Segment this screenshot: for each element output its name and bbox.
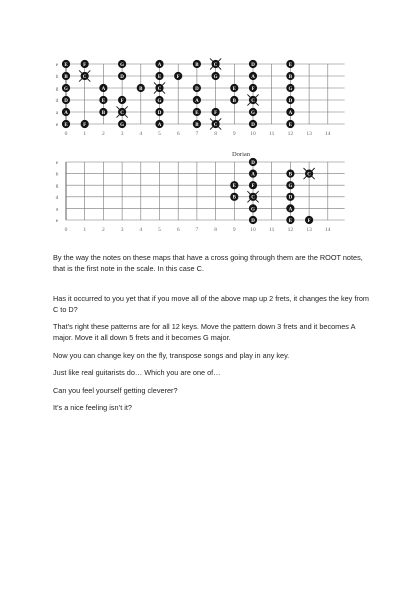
fret-number: 10 bbox=[250, 227, 256, 233]
note-marker bbox=[137, 84, 145, 92]
note-marker bbox=[62, 84, 70, 92]
fret-number: 1 bbox=[83, 131, 87, 137]
note-marker bbox=[249, 120, 257, 128]
note-label: B bbox=[232, 195, 236, 201]
note-marker bbox=[81, 120, 89, 128]
fret-number: 13 bbox=[306, 227, 312, 233]
root-note-marker bbox=[117, 106, 128, 117]
fret-number: 4 bbox=[139, 227, 143, 233]
note-marker bbox=[286, 60, 294, 68]
note-marker bbox=[193, 96, 201, 104]
note-marker bbox=[118, 120, 126, 128]
string-label: g bbox=[55, 183, 59, 190]
fret-number: 14 bbox=[325, 227, 331, 233]
note-label: A bbox=[288, 207, 293, 213]
note-label: E bbox=[64, 62, 68, 68]
fret-number: 8 bbox=[214, 227, 217, 233]
fret-number: 12 bbox=[287, 227, 294, 233]
note-marker bbox=[286, 84, 294, 92]
paragraph-all-keys: That’s right these patterns are for all 12 keys. Move the pattern down 3 frets and it becomes A major. Move it all down 5 frets and it becomes G major. bbox=[53, 322, 356, 342]
note-label: F bbox=[307, 218, 311, 224]
root-note-marker bbox=[210, 58, 221, 69]
fret-number: 9 bbox=[232, 131, 236, 137]
note-label: F bbox=[251, 86, 255, 92]
note-label: D bbox=[64, 98, 68, 104]
note-marker bbox=[155, 120, 163, 128]
note-label: A bbox=[157, 62, 162, 68]
note-marker bbox=[99, 108, 107, 116]
note-label: A bbox=[157, 122, 162, 128]
paragraph-cleverer: Can you feel yourself getting cleverer? bbox=[53, 385, 178, 395]
note-marker bbox=[62, 108, 70, 116]
note-label: F bbox=[120, 98, 124, 104]
note-label: E bbox=[101, 98, 106, 104]
note-marker bbox=[118, 60, 126, 68]
note-marker bbox=[230, 193, 238, 201]
note-marker bbox=[249, 158, 257, 166]
note-label: B bbox=[139, 86, 143, 92]
note-label: D bbox=[195, 86, 199, 92]
string-label: d bbox=[55, 194, 59, 201]
fret-number: 7 bbox=[195, 227, 199, 233]
note-label: D bbox=[251, 122, 255, 128]
note-marker bbox=[230, 84, 238, 92]
note-marker bbox=[193, 60, 201, 68]
note-marker bbox=[99, 96, 107, 104]
note-label: D bbox=[288, 195, 293, 201]
root-note-marker bbox=[154, 82, 165, 93]
note-marker bbox=[62, 96, 70, 104]
root-note-marker bbox=[304, 168, 315, 179]
note-marker bbox=[155, 96, 163, 104]
paragraph-move-map: Has it occurred to you yet that if you move all of the above map up 2 frets, it changes the key from C to D? bbox=[53, 294, 369, 314]
note-marker bbox=[286, 108, 294, 116]
note-marker bbox=[286, 204, 294, 212]
note-label: E bbox=[232, 86, 236, 92]
note-label: G bbox=[251, 110, 255, 116]
note-marker bbox=[155, 108, 163, 116]
paragraph-root-notes: By the way the notes on these maps that have a cross going through them are the ROOT notes, that is the first note in the scale. In this case C. bbox=[53, 253, 363, 273]
note-marker bbox=[249, 108, 257, 116]
fretboard-title: Dorian bbox=[231, 151, 251, 158]
note-marker bbox=[286, 72, 294, 80]
string-label: e bbox=[55, 122, 59, 128]
note-label: F bbox=[83, 122, 87, 128]
note-label: E bbox=[157, 74, 162, 80]
note-marker bbox=[193, 84, 201, 92]
note-label: G bbox=[288, 86, 293, 92]
fret-number: 5 bbox=[158, 227, 161, 233]
paragraph-real-guitarists: Just like real guitarists do… Which you are one of… bbox=[53, 368, 221, 378]
note-label: E bbox=[64, 122, 68, 128]
fret-number: 8 bbox=[214, 131, 217, 137]
note-label: C bbox=[213, 62, 218, 68]
string-label: b bbox=[55, 171, 59, 178]
paragraph-change-key: Now you can change key on the fly, transpose songs and play in any key. bbox=[53, 350, 290, 360]
note-label: A bbox=[288, 110, 293, 116]
note-marker bbox=[62, 60, 70, 68]
note-marker bbox=[305, 216, 313, 224]
note-label: A bbox=[101, 86, 106, 92]
fret-number: 9 bbox=[232, 227, 236, 233]
fret-number: 0 bbox=[64, 131, 68, 137]
note-label: B bbox=[232, 98, 236, 104]
note-label: B bbox=[64, 74, 68, 80]
note-label: D bbox=[157, 110, 162, 116]
note-marker bbox=[174, 72, 182, 80]
note-label: C bbox=[213, 122, 218, 128]
note-label: F bbox=[83, 62, 87, 68]
note-label: A bbox=[251, 74, 255, 80]
note-label: G bbox=[120, 122, 125, 128]
note-marker bbox=[212, 72, 220, 80]
fret-number: 4 bbox=[139, 131, 143, 137]
note-marker bbox=[286, 193, 294, 201]
note-marker bbox=[286, 170, 294, 178]
note-label: F bbox=[214, 110, 218, 116]
fret-number: 2 bbox=[102, 131, 105, 137]
note-marker bbox=[193, 108, 201, 116]
paragraph-nice-feeling: It’s a nice feeling isn’t it? bbox=[53, 403, 132, 413]
note-marker bbox=[286, 120, 294, 128]
note-label: F bbox=[176, 74, 180, 80]
note-marker bbox=[99, 84, 107, 92]
root-note-marker bbox=[210, 118, 221, 129]
note-marker bbox=[286, 181, 294, 189]
note-label: C bbox=[157, 86, 162, 92]
fret-number: 7 bbox=[195, 131, 199, 137]
note-label: D bbox=[288, 98, 293, 104]
note-marker bbox=[118, 72, 126, 80]
note-label: G bbox=[157, 98, 162, 104]
note-marker bbox=[118, 96, 126, 104]
note-label: D bbox=[120, 74, 124, 80]
note-label: C bbox=[251, 195, 255, 201]
note-label: C bbox=[307, 172, 311, 178]
note-label: D bbox=[251, 62, 255, 68]
note-marker bbox=[249, 170, 257, 178]
note-label: B bbox=[195, 62, 199, 68]
string-label: b bbox=[55, 74, 59, 80]
note-marker bbox=[62, 120, 70, 128]
note-label: A bbox=[195, 98, 199, 104]
note-marker bbox=[81, 60, 89, 68]
note-label: E bbox=[288, 122, 293, 128]
fret-number: 10 bbox=[250, 131, 256, 137]
note-marker bbox=[249, 72, 257, 80]
note-marker bbox=[286, 96, 294, 104]
note-label: G bbox=[213, 74, 218, 80]
fret-number: 6 bbox=[176, 227, 180, 233]
string-label: d bbox=[55, 98, 59, 104]
note-label: E bbox=[288, 218, 293, 224]
fret-number: 0 bbox=[64, 227, 68, 233]
fretboard-map-dorian bbox=[0, 148, 420, 248]
note-marker bbox=[230, 181, 238, 189]
string-label: a bbox=[55, 206, 59, 213]
note-label: E bbox=[288, 62, 293, 68]
fret-number: 14 bbox=[325, 131, 331, 137]
root-note-marker bbox=[247, 191, 258, 202]
note-label: A bbox=[251, 172, 255, 178]
fret-number: 11 bbox=[269, 227, 275, 233]
note-label: G bbox=[64, 86, 68, 92]
root-note-marker bbox=[247, 94, 258, 105]
root-note-marker bbox=[79, 70, 90, 81]
note-marker bbox=[286, 216, 294, 224]
note-marker bbox=[230, 96, 238, 104]
fret-number: 13 bbox=[306, 131, 312, 137]
note-marker bbox=[249, 181, 257, 189]
string-label: g bbox=[55, 86, 59, 92]
fret-number: 11 bbox=[269, 131, 275, 137]
fret-number: 3 bbox=[120, 131, 124, 137]
note-label: C bbox=[82, 74, 87, 80]
note-label: B bbox=[288, 74, 293, 80]
string-label: a bbox=[55, 110, 59, 116]
string-label: e bbox=[55, 218, 59, 224]
note-marker bbox=[155, 72, 163, 80]
fret-number: 6 bbox=[176, 131, 180, 137]
note-marker bbox=[155, 60, 163, 68]
fret-number: 5 bbox=[158, 131, 161, 137]
note-label: B bbox=[101, 110, 106, 116]
note-marker bbox=[249, 216, 257, 224]
body-text bbox=[53, 253, 373, 421]
note-label: B bbox=[195, 122, 199, 128]
note-marker bbox=[212, 108, 220, 116]
string-label: e bbox=[55, 160, 59, 166]
fret-number: 3 bbox=[120, 227, 124, 233]
note-label: E bbox=[195, 110, 199, 116]
note-marker bbox=[249, 84, 257, 92]
note-marker bbox=[249, 60, 257, 68]
note-label: C bbox=[120, 110, 124, 116]
note-label: G bbox=[120, 62, 125, 68]
string-label: e bbox=[55, 62, 59, 68]
note-label: C bbox=[251, 98, 255, 104]
fretboard-map-major bbox=[0, 48, 420, 148]
fret-number: 12 bbox=[287, 131, 294, 137]
note-label: F bbox=[251, 184, 255, 190]
note-marker bbox=[249, 204, 257, 212]
note-marker bbox=[62, 72, 70, 80]
note-label: G bbox=[251, 207, 255, 213]
fret-number: 1 bbox=[83, 227, 87, 233]
note-label: B bbox=[288, 172, 293, 178]
note-label: A bbox=[64, 110, 68, 116]
note-label: D bbox=[251, 218, 255, 224]
note-label: E bbox=[232, 184, 236, 190]
fret-number: 2 bbox=[102, 227, 105, 233]
note-marker bbox=[193, 120, 201, 128]
note-label: D bbox=[251, 160, 255, 166]
note-label: G bbox=[288, 184, 293, 190]
